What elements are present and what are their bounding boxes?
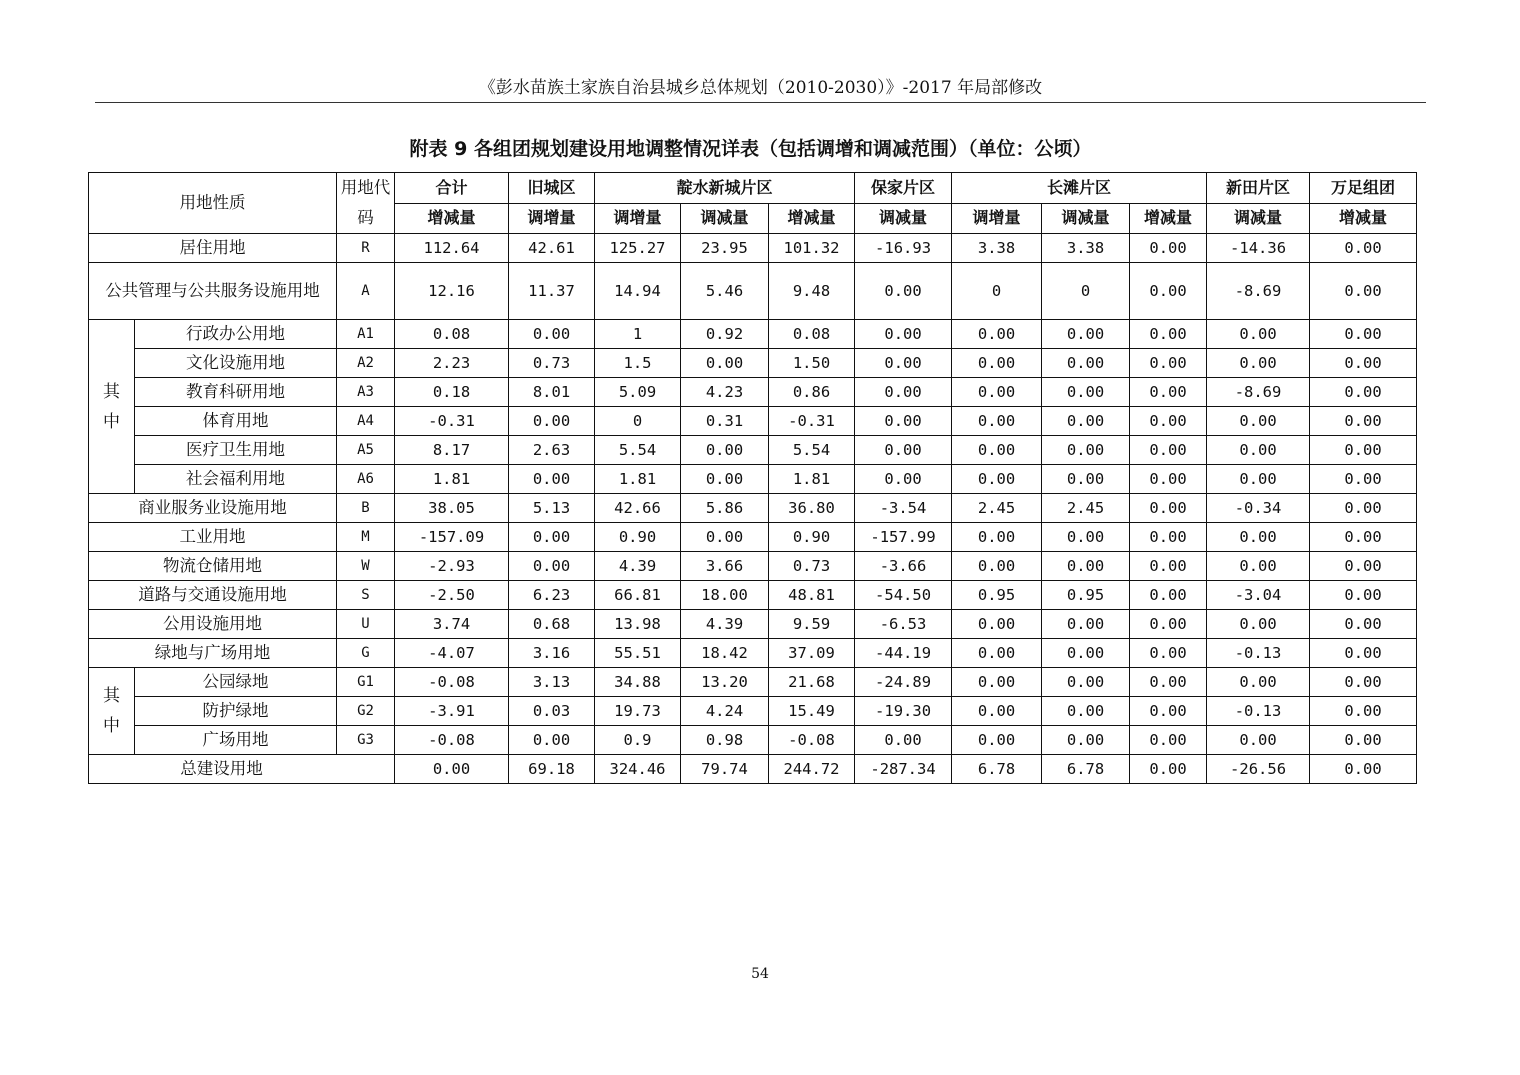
- value-cell: -3.04: [1207, 581, 1310, 610]
- value-cell: 0.00: [1207, 610, 1310, 639]
- value-cell: 0.00: [855, 320, 952, 349]
- value-cell: 0.00: [1310, 436, 1417, 465]
- subheader-cell: 增减量: [769, 203, 855, 234]
- value-cell: 0.00: [952, 320, 1042, 349]
- value-cell: 3.13: [509, 668, 595, 697]
- value-cell: 0.00: [1042, 407, 1130, 436]
- land-use-code: A6: [337, 465, 395, 494]
- value-cell: 0.00: [855, 726, 952, 755]
- value-cell: 13.98: [595, 610, 681, 639]
- value-cell: 15.49: [769, 697, 855, 726]
- value-cell: 0.68: [509, 610, 595, 639]
- table-row: [89, 726, 1417, 755]
- value-cell: 0.00: [1042, 639, 1130, 668]
- value-cell: 0.92: [681, 320, 769, 349]
- value-cell: 0.00: [681, 465, 769, 494]
- value-cell: 0.9: [595, 726, 681, 755]
- land-use-code: G1: [337, 668, 395, 697]
- land-use-name: 医疗卫生用地: [135, 436, 337, 465]
- value-cell: 0.00: [1310, 465, 1417, 494]
- value-cell: 0.00: [952, 407, 1042, 436]
- value-cell: 55.51: [595, 639, 681, 668]
- value-cell: 42.61: [509, 234, 595, 263]
- table-row: [89, 263, 1417, 320]
- value-cell: 0.00: [1310, 668, 1417, 697]
- land-use-adjustment-table: [88, 172, 1417, 784]
- header-xintian: 新田片区: [1207, 173, 1310, 204]
- value-cell: 0.00: [1130, 378, 1207, 407]
- value-cell: 0.00: [1207, 407, 1310, 436]
- value-cell: 1.81: [395, 465, 509, 494]
- value-cell: 9.48: [769, 263, 855, 320]
- value-cell: 0.00: [855, 263, 952, 320]
- value-cell: 5.86: [681, 494, 769, 523]
- value-cell: 0.00: [952, 639, 1042, 668]
- header-total: 合计: [395, 173, 509, 204]
- header-land-use: 用地性质: [89, 173, 337, 234]
- table-row: [89, 610, 1417, 639]
- value-cell: -2.50: [395, 581, 509, 610]
- subheader-cell: 调减量: [855, 203, 952, 234]
- land-use-name: 公共管理与公共服务设施用地: [89, 263, 337, 320]
- land-use-name: 教育科研用地: [135, 378, 337, 407]
- value-cell: -2.93: [395, 552, 509, 581]
- value-cell: 2.23: [395, 349, 509, 378]
- value-cell: 0.00: [1310, 726, 1417, 755]
- value-cell: 0.00: [1310, 552, 1417, 581]
- page-number: 54: [751, 966, 769, 982]
- subheader-cell: 增减量: [1130, 203, 1207, 234]
- value-cell: -44.19: [855, 639, 952, 668]
- table-row: [89, 639, 1417, 668]
- value-cell: 0.00: [681, 523, 769, 552]
- table-title: 附表 9 各组团规划建设用地调整情况详表（包括调增和调减范围）（单位：公顷）: [409, 138, 1092, 160]
- value-cell: 0.00: [1207, 726, 1310, 755]
- value-cell: 0.00: [1310, 378, 1417, 407]
- value-cell: 0.00: [509, 407, 595, 436]
- value-cell: -54.50: [855, 581, 952, 610]
- land-use-code: S: [337, 581, 395, 610]
- land-use-code: A4: [337, 407, 395, 436]
- value-cell: 6.78: [952, 755, 1042, 784]
- value-cell: 69.18: [509, 755, 595, 784]
- value-cell: -8.69: [1207, 378, 1310, 407]
- value-cell: 0.00: [1042, 349, 1130, 378]
- table-row: [89, 465, 1417, 494]
- table-row: [89, 320, 1417, 349]
- value-cell: 1.81: [595, 465, 681, 494]
- value-cell: 42.66: [595, 494, 681, 523]
- value-cell: 0.00: [1207, 523, 1310, 552]
- value-cell: 2.45: [1042, 494, 1130, 523]
- subheader-cell: 调增量: [952, 203, 1042, 234]
- table-row: [89, 697, 1417, 726]
- value-cell: 0: [595, 407, 681, 436]
- land-use-name: 道路与交通设施用地: [89, 581, 337, 610]
- value-cell: 0.00: [1130, 581, 1207, 610]
- value-cell: 0.00: [1130, 639, 1207, 668]
- value-cell: -0.31: [769, 407, 855, 436]
- table-row: [89, 349, 1417, 378]
- subheader-cell: 增减量: [395, 203, 509, 234]
- value-cell: 5.13: [509, 494, 595, 523]
- value-cell: 0.00: [1310, 407, 1417, 436]
- value-cell: 23.95: [681, 234, 769, 263]
- value-cell: 0.98: [681, 726, 769, 755]
- header-changtan: 长滩片区: [952, 173, 1207, 204]
- header-rule: [95, 102, 1426, 103]
- value-cell: 0.00: [952, 610, 1042, 639]
- land-use-code: A3: [337, 378, 395, 407]
- value-cell: -157.09: [395, 523, 509, 552]
- value-cell: 0.00: [1130, 552, 1207, 581]
- value-cell: 9.59: [769, 610, 855, 639]
- value-cell: -14.36: [1207, 234, 1310, 263]
- land-use-name: 体育用地: [135, 407, 337, 436]
- value-cell: 0.00: [952, 726, 1042, 755]
- value-cell: -3.66: [855, 552, 952, 581]
- value-cell: 0.90: [595, 523, 681, 552]
- value-cell: 0.00: [855, 465, 952, 494]
- value-cell: 34.88: [595, 668, 681, 697]
- value-cell: -0.13: [1207, 639, 1310, 668]
- land-use-name: 防护绿地: [135, 697, 337, 726]
- value-cell: 4.23: [681, 378, 769, 407]
- value-cell: 0.73: [509, 349, 595, 378]
- header-row-groups: [89, 173, 1417, 204]
- subheader-cell: 调减量: [1042, 203, 1130, 234]
- value-cell: 79.74: [681, 755, 769, 784]
- value-cell: 0.00: [1130, 726, 1207, 755]
- value-cell: 3.38: [952, 234, 1042, 263]
- value-cell: 0.00: [1310, 755, 1417, 784]
- value-cell: 0.00: [1130, 697, 1207, 726]
- land-use-name: 工业用地: [89, 523, 337, 552]
- value-cell: 0.00: [1310, 320, 1417, 349]
- value-cell: 0.00: [1130, 668, 1207, 697]
- value-cell: 4.39: [595, 552, 681, 581]
- subheader-cell: 增减量: [1310, 203, 1417, 234]
- value-cell: 0.08: [769, 320, 855, 349]
- value-cell: 0.00: [1130, 523, 1207, 552]
- header-dingshui: 靛水新城片区: [595, 173, 855, 204]
- value-cell: -0.13: [1207, 697, 1310, 726]
- value-cell: -24.89: [855, 668, 952, 697]
- value-cell: 1: [595, 320, 681, 349]
- value-cell: 0.00: [952, 436, 1042, 465]
- land-use-name: 文化设施用地: [135, 349, 337, 378]
- value-cell: 1.5: [595, 349, 681, 378]
- value-cell: 0.00: [1042, 320, 1130, 349]
- value-cell: 0.00: [1310, 639, 1417, 668]
- value-cell: 0.00: [1310, 494, 1417, 523]
- value-cell: 0.00: [1310, 697, 1417, 726]
- value-cell: 36.80: [769, 494, 855, 523]
- value-cell: 3.66: [681, 552, 769, 581]
- value-cell: 0.00: [1042, 610, 1130, 639]
- land-use-code: A1: [337, 320, 395, 349]
- value-cell: 5.54: [595, 436, 681, 465]
- land-use-name: 绿地与广场用地: [89, 639, 337, 668]
- value-cell: 2.63: [509, 436, 595, 465]
- value-cell: 4.39: [681, 610, 769, 639]
- land-use-name: 广场用地: [135, 726, 337, 755]
- land-use-code: A5: [337, 436, 395, 465]
- land-use-code: R: [337, 234, 395, 263]
- value-cell: 0.00: [1130, 465, 1207, 494]
- value-cell: 0.00: [855, 407, 952, 436]
- value-cell: 0: [1042, 263, 1130, 320]
- land-use-name: 行政办公用地: [135, 320, 337, 349]
- value-cell: 101.32: [769, 234, 855, 263]
- value-cell: 0: [952, 263, 1042, 320]
- value-cell: 1.81: [769, 465, 855, 494]
- value-cell: 0.00: [952, 523, 1042, 552]
- value-cell: 112.64: [395, 234, 509, 263]
- header-old-town: 旧城区: [509, 173, 595, 204]
- value-cell: 18.42: [681, 639, 769, 668]
- value-cell: 3.38: [1042, 234, 1130, 263]
- value-cell: 0.00: [1042, 726, 1130, 755]
- value-cell: -8.69: [1207, 263, 1310, 320]
- value-cell: 0.00: [1130, 436, 1207, 465]
- value-cell: -157.99: [855, 523, 952, 552]
- land-use-name: 社会福利用地: [135, 465, 337, 494]
- land-use-code: A: [337, 263, 395, 320]
- value-cell: 12.16: [395, 263, 509, 320]
- value-cell: 0.18: [395, 378, 509, 407]
- value-cell: 5.46: [681, 263, 769, 320]
- value-cell: 0.00: [1207, 349, 1310, 378]
- value-cell: 324.46: [595, 755, 681, 784]
- subheader-cell: 调增量: [509, 203, 595, 234]
- land-use-name: 居住用地: [89, 234, 337, 263]
- value-cell: 48.81: [769, 581, 855, 610]
- value-cell: 0.95: [952, 581, 1042, 610]
- land-use-code: G3: [337, 726, 395, 755]
- value-cell: 8.01: [509, 378, 595, 407]
- table-row: [89, 581, 1417, 610]
- table-row: [89, 494, 1417, 523]
- land-use-name: 总建设用地: [89, 755, 395, 784]
- value-cell: 0.00: [1130, 349, 1207, 378]
- header-code: 用地代码: [337, 173, 395, 234]
- value-cell: 66.81: [595, 581, 681, 610]
- value-cell: 0.00: [952, 349, 1042, 378]
- value-cell: 0.00: [1207, 668, 1310, 697]
- value-cell: 0.00: [1310, 234, 1417, 263]
- value-cell: 0.00: [1130, 407, 1207, 436]
- value-cell: 0.00: [952, 552, 1042, 581]
- land-use-name: 公园绿地: [135, 668, 337, 697]
- value-cell: 8.17: [395, 436, 509, 465]
- value-cell: 244.72: [769, 755, 855, 784]
- table-row: [89, 436, 1417, 465]
- value-cell: 0.00: [1310, 610, 1417, 639]
- value-cell: 0.00: [509, 552, 595, 581]
- table-row: [89, 755, 1417, 784]
- value-cell: -16.93: [855, 234, 952, 263]
- running-header: 《彭水苗族土家族自治县城乡总体规划（2010-2030）》-2017 年局部修改: [478, 78, 1043, 98]
- value-cell: 3.16: [509, 639, 595, 668]
- qizhong-label: 其 中: [89, 668, 135, 755]
- subheader-cell: 调减量: [681, 203, 769, 234]
- value-cell: 125.27: [595, 234, 681, 263]
- value-cell: 0.00: [1130, 610, 1207, 639]
- value-cell: 0.00: [1042, 378, 1130, 407]
- land-use-name: 公用设施用地: [89, 610, 337, 639]
- land-use-code: W: [337, 552, 395, 581]
- value-cell: 0.08: [395, 320, 509, 349]
- land-use-code: M: [337, 523, 395, 552]
- value-cell: -6.53: [855, 610, 952, 639]
- value-cell: 0.00: [1042, 552, 1130, 581]
- value-cell: 0.00: [1042, 523, 1130, 552]
- value-cell: 0.00: [1310, 263, 1417, 320]
- table-row: [89, 234, 1417, 263]
- value-cell: 0.00: [681, 436, 769, 465]
- value-cell: 3.74: [395, 610, 509, 639]
- value-cell: 0.00: [1130, 755, 1207, 784]
- value-cell: 0.03: [509, 697, 595, 726]
- value-cell: -26.56: [1207, 755, 1310, 784]
- value-cell: 0.00: [952, 378, 1042, 407]
- header-baojia: 保家片区: [855, 173, 952, 204]
- value-cell: 19.73: [595, 697, 681, 726]
- value-cell: 0.00: [1207, 320, 1310, 349]
- table-row: [89, 552, 1417, 581]
- value-cell: -0.08: [395, 668, 509, 697]
- land-use-code: G: [337, 639, 395, 668]
- value-cell: 0.00: [1310, 523, 1417, 552]
- value-cell: -0.34: [1207, 494, 1310, 523]
- value-cell: 4.24: [681, 697, 769, 726]
- value-cell: 0.90: [769, 523, 855, 552]
- value-cell: -4.07: [395, 639, 509, 668]
- value-cell: 0.00: [1130, 320, 1207, 349]
- value-cell: 0.00: [509, 320, 595, 349]
- value-cell: 6.78: [1042, 755, 1130, 784]
- value-cell: -0.08: [395, 726, 509, 755]
- value-cell: 0.00: [855, 436, 952, 465]
- value-cell: 5.54: [769, 436, 855, 465]
- table-row: [89, 378, 1417, 407]
- value-cell: -0.31: [395, 407, 509, 436]
- value-cell: 11.37: [509, 263, 595, 320]
- value-cell: 0.00: [1130, 263, 1207, 320]
- value-cell: 0.00: [952, 697, 1042, 726]
- land-use-code: B: [337, 494, 395, 523]
- value-cell: 0.00: [1207, 436, 1310, 465]
- value-cell: 0.00: [855, 349, 952, 378]
- value-cell: 0.00: [855, 378, 952, 407]
- value-cell: 0.00: [952, 465, 1042, 494]
- subheader-cell: 调增量: [595, 203, 681, 234]
- value-cell: 0.00: [1207, 465, 1310, 494]
- table-row: [89, 668, 1417, 697]
- value-cell: 0.86: [769, 378, 855, 407]
- value-cell: 38.05: [395, 494, 509, 523]
- value-cell: 5.09: [595, 378, 681, 407]
- land-use-code: G2: [337, 697, 395, 726]
- value-cell: 0.00: [509, 726, 595, 755]
- value-cell: -19.30: [855, 697, 952, 726]
- value-cell: 0.00: [1042, 465, 1130, 494]
- land-use-code: A2: [337, 349, 395, 378]
- value-cell: 0.00: [1042, 436, 1130, 465]
- land-use-code: U: [337, 610, 395, 639]
- value-cell: -0.08: [769, 726, 855, 755]
- value-cell: 0.00: [1130, 234, 1207, 263]
- subheader-cell: 调减量: [1207, 203, 1310, 234]
- value-cell: 37.09: [769, 639, 855, 668]
- value-cell: 0.00: [1310, 349, 1417, 378]
- value-cell: 0.00: [952, 668, 1042, 697]
- value-cell: 0.31: [681, 407, 769, 436]
- header-wanzu: 万足组团: [1310, 173, 1417, 204]
- value-cell: 6.23: [509, 581, 595, 610]
- value-cell: 2.45: [952, 494, 1042, 523]
- value-cell: -3.91: [395, 697, 509, 726]
- value-cell: 18.00: [681, 581, 769, 610]
- table-row: [89, 523, 1417, 552]
- value-cell: 13.20: [681, 668, 769, 697]
- value-cell: 0.00: [1042, 697, 1130, 726]
- value-cell: 0.00: [1042, 668, 1130, 697]
- value-cell: 14.94: [595, 263, 681, 320]
- value-cell: 0.00: [681, 349, 769, 378]
- value-cell: 21.68: [769, 668, 855, 697]
- value-cell: 0.00: [395, 755, 509, 784]
- value-cell: 1.50: [769, 349, 855, 378]
- value-cell: 0.00: [509, 465, 595, 494]
- value-cell: 0.00: [1310, 581, 1417, 610]
- value-cell: 0.95: [1042, 581, 1130, 610]
- value-cell: 0.73: [769, 552, 855, 581]
- land-use-name: 商业服务业设施用地: [89, 494, 337, 523]
- land-use-name: 物流仓储用地: [89, 552, 337, 581]
- table-body: [89, 234, 1417, 784]
- qizhong-label: 其 中: [89, 320, 135, 494]
- value-cell: 0.00: [1207, 552, 1310, 581]
- value-cell: 0.00: [509, 523, 595, 552]
- value-cell: -287.34: [855, 755, 952, 784]
- table-row: [89, 407, 1417, 436]
- value-cell: 0.00: [1130, 494, 1207, 523]
- value-cell: -3.54: [855, 494, 952, 523]
